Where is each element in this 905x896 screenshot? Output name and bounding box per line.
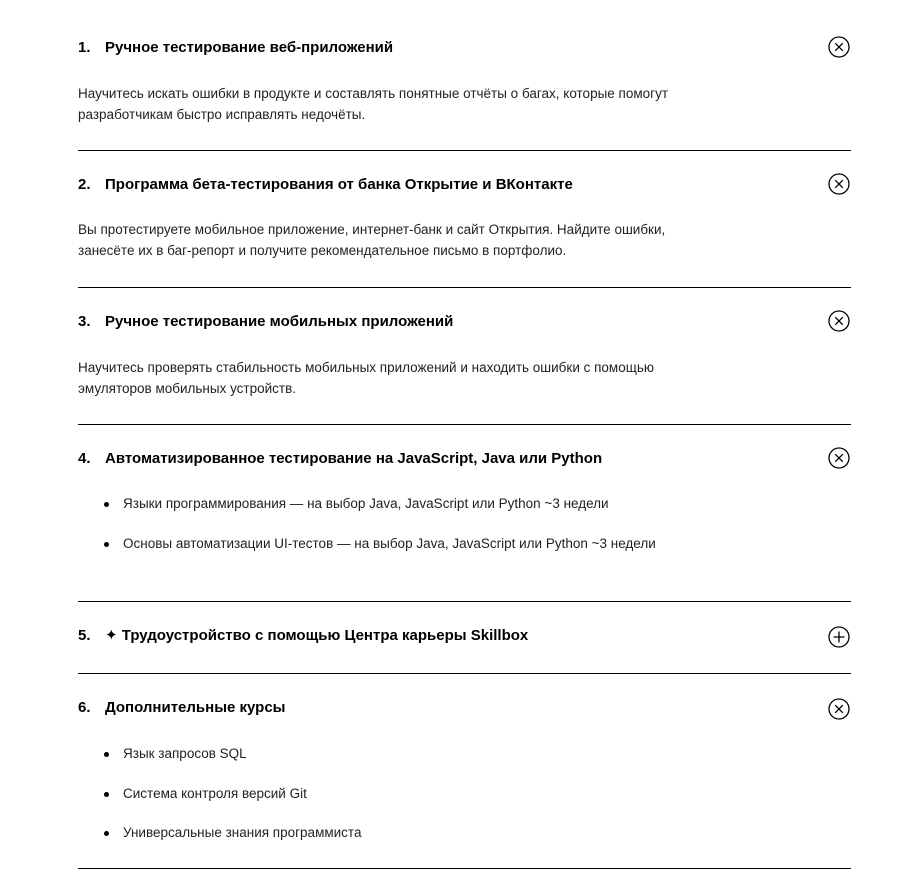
divider — [78, 601, 851, 602]
item-number: 1. — [78, 39, 91, 56]
item-title: Ручное тестирование веб-приложений — [105, 39, 394, 56]
item-description: Научитесь проверять стабильность мобильных приложений и находить ошибки с помощью эмуляторов мобильных устройств. — [78, 360, 654, 396]
list-item-text: Система контроля версий Git — [123, 786, 307, 801]
item-title: Ручное тестирование мобильных приложений — [105, 313, 454, 330]
accordion-header-2[interactable] — [0, 175, 905, 215]
close-circle-icon[interactable] — [828, 310, 850, 332]
close-circle-icon[interactable] — [828, 447, 850, 469]
divider — [78, 424, 851, 425]
bullet-dot — [104, 542, 109, 547]
item-description: Научитесь искать ошибки в продукте и составлять понятные отчёты о багах, которые помогут разработчикам быстро исправлять недочёты. — [78, 86, 668, 122]
close-circle-icon[interactable] — [828, 173, 850, 195]
list-item-text: Языки программирования — на выбор Java, JavaScript или Python ~3 недели — [123, 496, 609, 511]
divider — [78, 150, 851, 151]
item-title: Дополнительные курсы — [105, 699, 286, 716]
bullet-dot — [104, 502, 109, 507]
item-number: 6. — [78, 699, 91, 716]
list-item — [104, 493, 683, 514]
plus-circle-icon[interactable] — [828, 626, 850, 648]
item-number: 2. — [78, 176, 91, 193]
list-item — [104, 533, 663, 554]
item-description: Вы протестируете мобильное приложение, интернет-банк и сайт Открытия. Найдите ошибки, занесёте их в баг-репорт и получите рекомендательное письмо в портфолио. — [78, 222, 666, 258]
accordion-header-4[interactable] — [0, 449, 905, 489]
divider — [78, 868, 851, 869]
bullet-dot — [104, 752, 109, 757]
close-circle-icon[interactable] — [828, 698, 850, 720]
list-item-text: Язык запросов SQL — [123, 746, 247, 761]
item-title: Программа бета-тестирования от банка Открытие и ВКонтакте — [105, 176, 573, 193]
item-title: Автоматизированное тестирование на JavaScript, Java или Python — [105, 450, 603, 467]
item-title: ✦ Трудоустройство с помощью Центра карьеры Skillbox — [105, 627, 529, 644]
list-item — [104, 822, 683, 843]
accordion-header-6[interactable] — [0, 698, 905, 738]
list-item-text: Универсальные знания программиста — [123, 825, 362, 840]
bullet-dot — [104, 831, 109, 836]
item-number: 3. — [78, 313, 91, 330]
item-number: 5. — [78, 627, 91, 644]
list-item — [104, 783, 683, 804]
accordion-header-5[interactable] — [0, 626, 905, 666]
close-circle-icon[interactable] — [828, 36, 850, 58]
divider — [78, 673, 851, 674]
item-number: 4. — [78, 450, 91, 467]
divider — [78, 287, 851, 288]
bullet-dot — [104, 792, 109, 797]
list-item — [104, 743, 683, 764]
accordion-header-1[interactable] — [0, 38, 905, 78]
accordion-header-3[interactable] — [0, 312, 905, 352]
list-item-text: Основы автоматизации UI-тестов — на выбор Java, JavaScript или Python ~3 недели — [123, 536, 656, 551]
